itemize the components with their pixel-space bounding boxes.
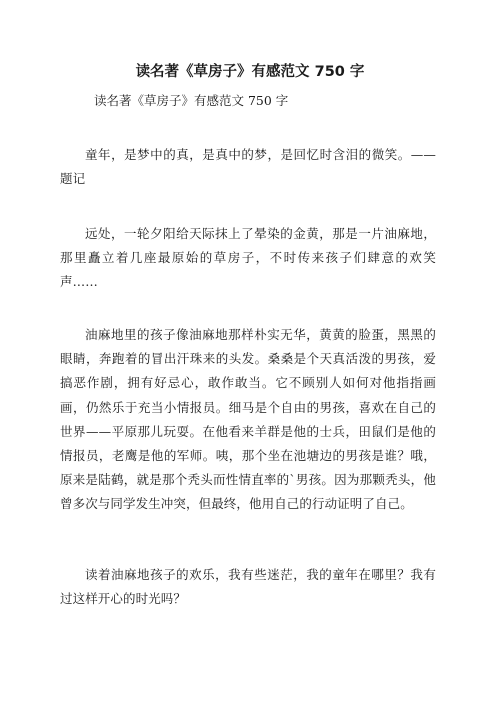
paragraph-reflection: 读着油麻地孩子的欢乐，我有些迷茫，我的童年在哪里？我有过这样开心的时光吗？ bbox=[60, 567, 436, 607]
document-subtitle: 读名著《草房子》有感范文 750 字 bbox=[94, 93, 289, 108]
paragraph-scene: 远处，一轮夕阳给天际抹上了晕染的金黄，那是一片油麻地，那里矗立着几座最原始的草房子，不时传来孩子们肆意的欢笑声…… bbox=[60, 226, 436, 290]
paragraph-epigraph: 童年，是梦中的真，是真中的梦，是回忆时含泪的微笑。——题记 bbox=[60, 147, 436, 187]
paragraph-children: 油麻地里的孩子像油麻地那样朴实无华，黄黄的脸蛋，黑黑的眼睛，奔跑着的冒出汗珠来的头发。桑桑是个天真活泼的男孩，爱搞恶作剧，拥有好忌心，敢作敢当。它不顾别人如何对他指指画画，仍然乐于充当小情报员。细马是个自由的男孩，喜欢在自己的世界——平原那儿玩耍。在他看来羊群是他的士兵，田鼠们是他的情报员，老鹰是他的军师。咦，那个坐在池塘边的男孩是谁？哦，原来是陆鹤，就是那个秃头而性情直率的`男孩。因为那颗秃头，他曾多次与同学发生冲突，但最终，他用自己的行动证明了自己。 bbox=[60, 327, 436, 512]
document-title: 读名著《草房子》有感范文 750 字 bbox=[135, 64, 365, 80]
